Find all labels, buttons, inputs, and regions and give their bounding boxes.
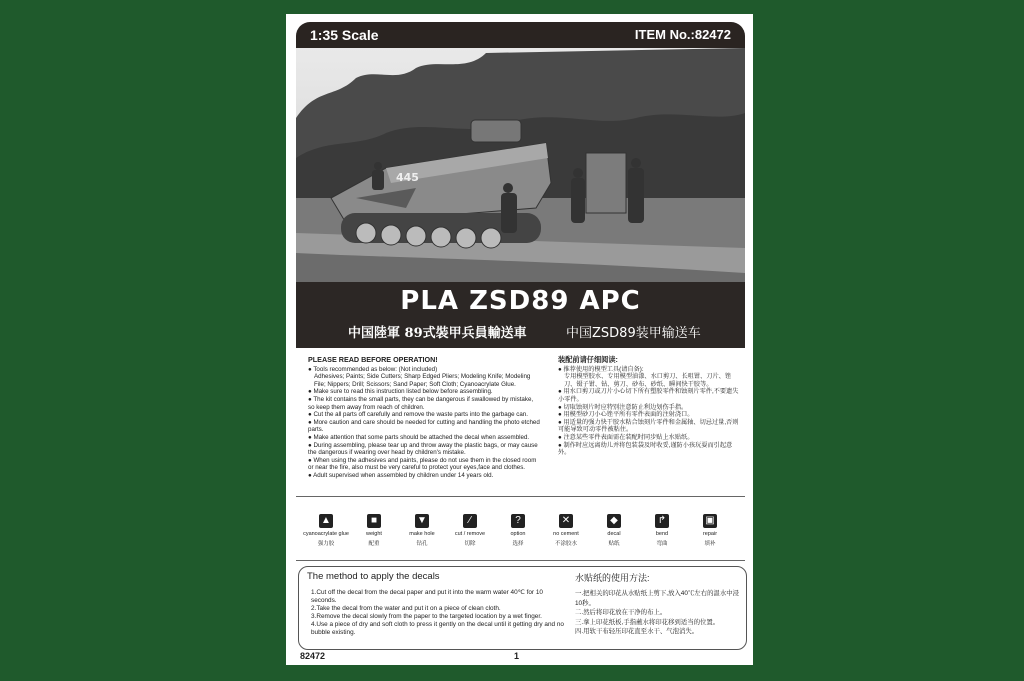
legend-no-cement <box>542 514 590 547</box>
decal-step: 1.Cut off the decal from the decal paper and put it into the warm water 40℃ for 10 seconds. <box>311 589 543 604</box>
instruction-line: ● Cut the all parts off carefully and remove the waste parts into the garbage can. <box>308 411 528 419</box>
instructions-heading-en: PLEASE READ BEFORE OPERATION! <box>308 355 438 364</box>
instruction-line: ● Make attention that some parts should be attached the decal when assembled. <box>308 433 530 441</box>
instruction-line-cn: ● 切取蚀刻片时应特别注意防止利边划伤手指。 <box>558 403 688 411</box>
decal-steps-en <box>311 589 567 636</box>
glue-drop-icon: ▲ <box>319 514 333 528</box>
instruction-sheet <box>286 14 753 665</box>
vehicle-number: 445 <box>396 171 419 184</box>
decal-heading-cn: 水贴纸的使用方法: <box>575 573 650 583</box>
instruction-line: ● Adult supervised when assembled by children under 14 years old. <box>308 471 494 479</box>
decal-step: 3.Remove the decal slowly from the paper to the targeted location by a wet finger. <box>311 612 542 620</box>
decal-steps-cn <box>575 589 743 637</box>
no-cement-icon: ✕ <box>559 514 573 528</box>
instruction-line-cn: ● 用模型砂刀小心锉平所有零件表面的注射浇口。 <box>558 411 694 419</box>
weight-icon: ■ <box>367 514 381 528</box>
instruction-line-cn: ● 用水口剪刀或刀片小心切下所有塑胶零件和蚀刻片零件,不要遗失小零件。 <box>558 388 739 403</box>
decal-step-cn: 四.用软干布轻压印花直至水干、气泡消失。 <box>575 628 699 635</box>
legend-option <box>494 514 542 547</box>
legend-glue <box>302 514 350 547</box>
instruction-line-cn: ● 用适量的强力快干胶水粘合蚀刻片零件和金属轴、切忌过量,否则可能导致可动零件被粘住。 <box>558 418 739 434</box>
question-icon: ? <box>511 514 525 528</box>
legend-label-en: make hole <box>409 531 435 537</box>
bend-icon: ↱ <box>655 514 669 528</box>
drill-icon: ▼ <box>415 514 429 528</box>
instructions-heading-cn: 装配前请仔细阅读: <box>558 355 618 364</box>
instruction-line: ● Make sure to read this instruction listed below before assembling. <box>308 388 493 396</box>
kit-title-cn-simplified: 中国ZSD89装甲输送车 <box>566 326 701 341</box>
instruction-line: Adhesives; Paints; Side Cutters; Sharp Edged Pliers; Modeling Knife; Modeling File; Nippers; Drill; Scissors; Sand Paper; Soft Cloth; Cyanoacrylate Glue. <box>314 373 531 388</box>
legend-decal <box>590 514 638 547</box>
repair-icon: ▣ <box>703 514 717 528</box>
divider <box>296 496 745 497</box>
instructions-chinese <box>558 356 743 457</box>
legend-bend <box>638 514 686 547</box>
legend-label-cn: 切除 <box>464 540 476 547</box>
symbol-legend <box>300 514 741 554</box>
instruction-line: ● During assembling, please tear up and throw away the plastic bags, or may cause the dangerous if wearing over head by children's mistake. <box>308 441 538 457</box>
kit-title-cn-traditional: 中国陸軍 89式裝甲兵員輸送車 <box>348 326 527 341</box>
decal-method-box <box>298 566 747 650</box>
legend-label-en: cyanoacrylate glue <box>303 531 349 537</box>
decal-step: 4.Use a piece of dry and soft cloth to press it gently on the decal until it getting dry and no bubble existing. <box>311 620 564 636</box>
legend-label-cn: 不涂胶水 <box>554 540 577 547</box>
legend-label-cn: 贴纸 <box>608 540 620 547</box>
decal-heading-en: The method to apply the decals <box>307 571 440 582</box>
decal-step-cn: 二.然后将印花放在干净的布上。 <box>575 609 667 616</box>
kit-title: PLA ZSD89 APC <box>400 286 641 316</box>
legend-label-cn: 强力胶 <box>317 540 335 547</box>
instruction-line: ● When using the adhesives and paints, please do not use them in the closed room or near the fire, also must be very careful to protect your eyes,face and clothes. <box>308 456 537 472</box>
instruction-line-cn: 专用模型胶水、专用模型油漆、水口剪刀、长咀钳、刀片、锉刀、镊子钳、钻、剪刀、砂布、砂纸、瞬间快干胶等。 <box>564 373 732 388</box>
instruction-line: ● The kit contains the small parts, they can be dangerous if swallowed by mistake, so keep them away from reach of children. <box>308 395 534 411</box>
instruction-line: ● Tools recommended as below: (Not included) <box>308 365 438 373</box>
legend-label-cn: 选择 <box>512 540 524 547</box>
legend-cut-remove <box>446 514 494 547</box>
decal-step: 2.Take the decal from the water and put it on a piece of clean cloth. <box>311 604 501 612</box>
legend-label-en: bend <box>655 531 669 537</box>
apc-photo-illustration <box>296 48 745 282</box>
instruction-line: ● More caution and care should be needed for cutting and handling the photo etched parts. <box>308 418 540 434</box>
legend-label-cn: 钻孔 <box>416 540 428 547</box>
footer-item-code: 82472 <box>300 651 326 661</box>
legend-label-en: option <box>510 531 526 537</box>
header-bar <box>296 22 745 48</box>
legend-label-en: decal <box>607 531 621 537</box>
legend-label-cn: 配重 <box>368 540 380 547</box>
vehicle-photo <box>296 48 745 282</box>
instruction-line-cn: ● 注意某些零件表面需在装配时同步贴上水贴纸。 <box>558 433 694 441</box>
item-number: ITEM No.:82472 <box>634 27 731 42</box>
legend-make-hole <box>398 514 446 547</box>
instruction-line-cn: ● 制作时应远离幼儿并将包装袋及时收妥,谨防小孩玩耍而引起意外。 <box>558 441 733 457</box>
legend-repair <box>686 514 734 547</box>
legend-label-en: no cement <box>553 531 579 537</box>
cut-remove-icon: ∕ <box>463 514 477 528</box>
scale-label: 1:35 Scale <box>310 27 379 43</box>
divider <box>296 560 745 561</box>
decal-step-cn: 一.把相关的印花从水贴纸上剪下,放入40℃左右的温水中浸10秒。 <box>575 590 740 607</box>
page-number: 1 <box>514 651 520 661</box>
legend-label-cn: 弯曲 <box>656 540 668 547</box>
instruction-line-cn: ● 推荐使用的模型工具(请自备): <box>558 365 644 373</box>
instructions-section <box>296 356 745 486</box>
title-band <box>296 282 745 348</box>
legend-label-en: cut / remove <box>454 531 486 537</box>
legend-label-cn: 填补 <box>704 540 716 547</box>
instructions-english <box>308 356 540 480</box>
legend-label-en: repair <box>702 531 718 537</box>
legend-label-en: weight <box>366 531 382 537</box>
decal-icon: ◆ <box>607 514 621 528</box>
legend-weight <box>350 514 398 547</box>
decal-step-cn: 三.拿上印花纸板,手指蘸水将印花移到适当的位置。 <box>575 618 720 626</box>
